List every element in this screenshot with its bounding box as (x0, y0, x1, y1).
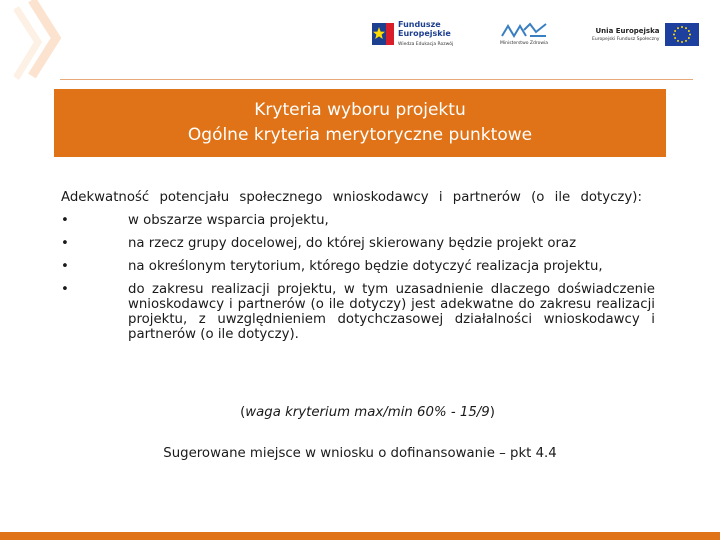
list-item-text: do zakresu realizacji projektu, w tym uzasadnienie dlaczego doświadczenie wnioskodawcy i partnerów (o ile dotyczy) jest adekwatne do zakresu realizacji projektu, z uwzględnieniem dotychczasowej działalności wnioskodawcy i partnerów (o ile dotyczy). (128, 282, 655, 342)
suggested-location: Sugerowane miejsce w wniosku o dofinansowanie – pkt 4.4 (163, 446, 557, 461)
ministerstwo-zdrowia-logo (500, 20, 548, 60)
weight-open: ( (240, 405, 246, 420)
fe-subtitle: Wiedza Edukacja Rozwój (398, 41, 454, 47)
title-banner (54, 89, 666, 157)
mz-subtitle: Ministerstwo Zdrowia (500, 41, 549, 46)
list-item (61, 282, 655, 342)
decorative-chevrons (14, 0, 76, 90)
header-divider (60, 79, 693, 80)
unia-europejska-logo (592, 14, 699, 54)
fundusze-europejskie-logo (372, 14, 453, 54)
criteria-content (61, 190, 655, 350)
weight-text: waga kryterium max/min 60% - 15/9 (245, 405, 490, 420)
list-item (61, 236, 655, 251)
list-item (61, 259, 655, 274)
criteria-lead: Adekwatność potencjału społecznego wnioskodawcy i partnerów (o ile dotyczy): (61, 190, 642, 205)
criterion-weight (0, 405, 720, 420)
fe-star-icon (372, 19, 394, 49)
list-item-text: w obszarze wsparcia projektu, (128, 213, 329, 228)
banner-subtitle: Ogólne kryteria merytoryczne punktowe (187, 125, 533, 145)
bullet: • (61, 282, 69, 297)
list-item-text: na rzecz grupy docelowej, do której skierowany będzie projekt oraz (128, 236, 577, 251)
list-item (61, 213, 655, 228)
list-item-text: na określonym terytorium, którego będzie dotyczyć realizacja projektu, (128, 259, 603, 274)
ue-subtitle: Europejski Fundusz Społeczny (592, 36, 660, 42)
weight-close: ) (489, 405, 495, 420)
ue-name: Unia Europejska (595, 26, 660, 35)
eu-flag-icon (665, 23, 699, 46)
banner-title: Kryteria wyboru projektu (254, 100, 466, 120)
fe-name-line1: Fundusze (398, 19, 441, 29)
fe-name-line2: Europejskie (398, 28, 451, 38)
bullet: • (61, 236, 69, 251)
bullet: • (61, 213, 69, 228)
bottom-accent-bar (0, 532, 720, 540)
mz-wave-icon (500, 20, 548, 40)
bullet: • (61, 259, 69, 274)
